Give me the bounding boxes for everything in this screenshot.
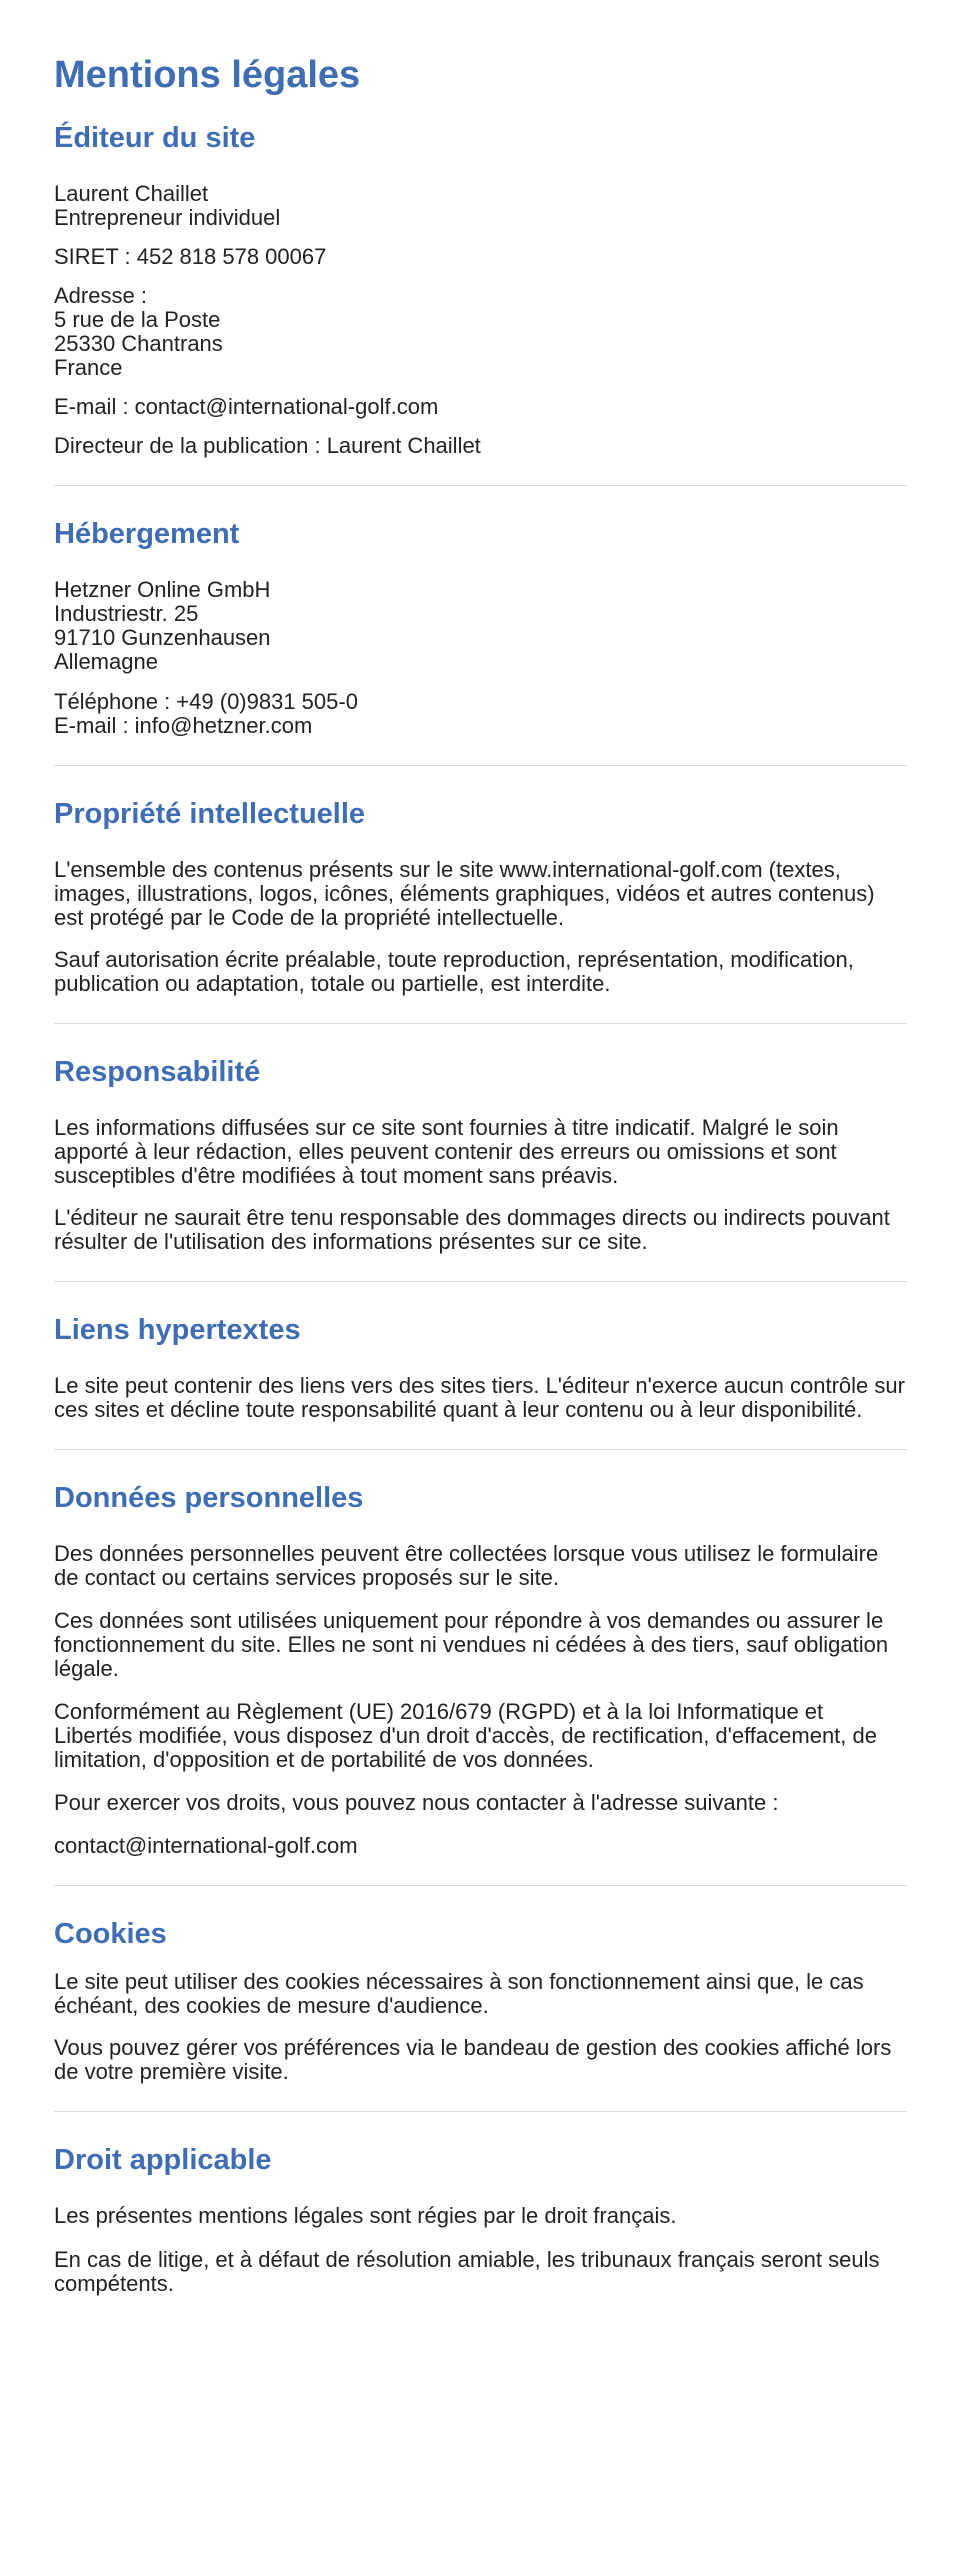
cookies-paragraph-2: Vous pouvez gérer vos préférences via le bandeau de gestion des cookies affiché lors de votre première visite. xyxy=(54,2035,892,2084)
responsabilite-paragraph-2: L'éditeur ne saurait être tenu responsable des dommages directs ou indirects pouvant résulter de l'utilisation des informations présentes sur ce site. xyxy=(54,1205,890,1254)
droit-paragraph-1: Les présentes mentions légales sont régies par le droit français. xyxy=(54,2203,677,2228)
divider xyxy=(54,485,907,486)
editeur-identity xyxy=(54,182,907,230)
section-title-liens: Liens hypertextes xyxy=(54,1314,301,1346)
host-contact xyxy=(54,690,907,738)
section-title-hebergement: Hébergement xyxy=(54,518,240,550)
section-droit-applicable xyxy=(54,2142,907,2296)
divider xyxy=(54,1023,907,1024)
editeur-address xyxy=(54,284,907,380)
responsabilite-paragraph-1: Les informations diffusées sur ce site sont fournies à titre indicatif. Malgré le soin apporté à leur rédaction, elles peuvent contenir des erreurs ou omissions et sont susceptibles d'être modifiées à tout moment sans préavis. xyxy=(54,1115,839,1188)
section-title-cookies: Cookies xyxy=(54,1918,167,1950)
address-line3: France xyxy=(54,355,123,380)
address-label: Adresse : xyxy=(54,283,147,308)
page-title: Mentions légales xyxy=(54,54,361,96)
host-city: 91710 Gunzenhausen xyxy=(54,625,271,650)
host-address xyxy=(54,578,907,674)
section-title-propriete: Propriété intellectuelle xyxy=(54,798,366,830)
editeur-status: Entrepreneur individuel xyxy=(54,205,281,230)
host-email: E-mail : info@hetzner.com xyxy=(54,713,313,738)
section-responsabilite xyxy=(54,1054,907,1254)
cookies-paragraph-1: Le site peut utiliser des cookies nécessaires à son fonctionnement ainsi que, le cas échéant, des cookies de mesure d'audience. xyxy=(54,1969,864,2018)
donnees-paragraph-2: Ces données sont utilisées uniquement pour répondre à vos demandes ou assurer le fonctionnement du site. Elles ne sont ni vendues ni cédées à des tiers, sauf obligation légale. xyxy=(54,1608,889,1681)
droit-paragraph-2: En cas de litige, et à défaut de résolution amiable, les tribunaux français seront seuls compétents. xyxy=(54,2247,880,2296)
donnees-contact-email: contact@international-golf.com xyxy=(54,1833,358,1858)
section-cookies xyxy=(54,1916,907,2084)
divider xyxy=(54,1885,907,1886)
editeur-name: Laurent Chaillet xyxy=(54,181,209,206)
section-title-donnees: Données personnelles xyxy=(54,1482,364,1514)
donnees-paragraph-4: Pour exercer vos droits, vous pouvez nous contacter à l'adresse suivante : xyxy=(54,1790,779,1815)
section-hebergement xyxy=(54,516,907,738)
legal-notice-page xyxy=(54,0,907,2296)
divider xyxy=(54,1449,907,1450)
liens-paragraph-1: Le site peut contenir des liens vers des sites tiers. L'éditeur n'exerce aucun contrôle sur ces sites et décline toute responsabilité quant à leur contenu ou à leur disponibilité. xyxy=(54,1373,905,1422)
editeur-director: Directeur de la publication : Laurent Chaillet xyxy=(54,433,481,458)
propriete-paragraph-2: Sauf autorisation écrite préalable, toute reproduction, représentation, modification, publication ou adaptation, totale ou partielle, est interdite. xyxy=(54,947,854,996)
editeur-email: E-mail : contact@international-golf.com xyxy=(54,394,439,419)
divider xyxy=(54,2111,907,2112)
host-country: Allemagne xyxy=(54,649,158,674)
host-company: Hetzner Online GmbH xyxy=(54,577,271,602)
divider xyxy=(54,765,907,766)
section-donnees-personnelles xyxy=(54,1480,907,1858)
divider xyxy=(54,1281,907,1282)
section-editeur xyxy=(54,120,907,458)
address-line2: 25330 Chantrans xyxy=(54,331,223,356)
address-line1: 5 rue de la Poste xyxy=(54,307,221,332)
section-title-droit: Droit applicable xyxy=(54,2144,272,2176)
section-title-responsabilite: Responsabilité xyxy=(54,1056,261,1088)
section-propriete-intellectuelle xyxy=(54,796,907,996)
donnees-paragraph-3: Conformément au Règlement (UE) 2016/679 (RGPD) et à la loi Informatique et Libertés modifiée, vous disposez d'un droit d'accès, de rectification, d'effacement, de limitation, d'opposition et de portabilité de vos données. xyxy=(54,1699,877,1772)
propriete-paragraph-1: L'ensemble des contenus présents sur le site www.international-golf.com (textes, images, illustrations, logos, icônes, éléments graphiques, vidéos et autres contenus) est protégé par le Code de la propriété intellectuelle. xyxy=(54,857,875,930)
donnees-paragraph-1: Des données personnelles peuvent être collectées lorsque vous utilisez le formulaire de contact ou certains services proposés sur le site. xyxy=(54,1541,879,1590)
section-title-editeur: Éditeur du site xyxy=(54,122,256,154)
host-phone: Téléphone : +49 (0)9831 505-0 xyxy=(54,689,358,714)
section-liens-hypertextes xyxy=(54,1312,907,1422)
editeur-siret: SIRET : 452 818 578 00067 xyxy=(54,244,327,269)
host-street: Industriestr. 25 xyxy=(54,601,199,626)
